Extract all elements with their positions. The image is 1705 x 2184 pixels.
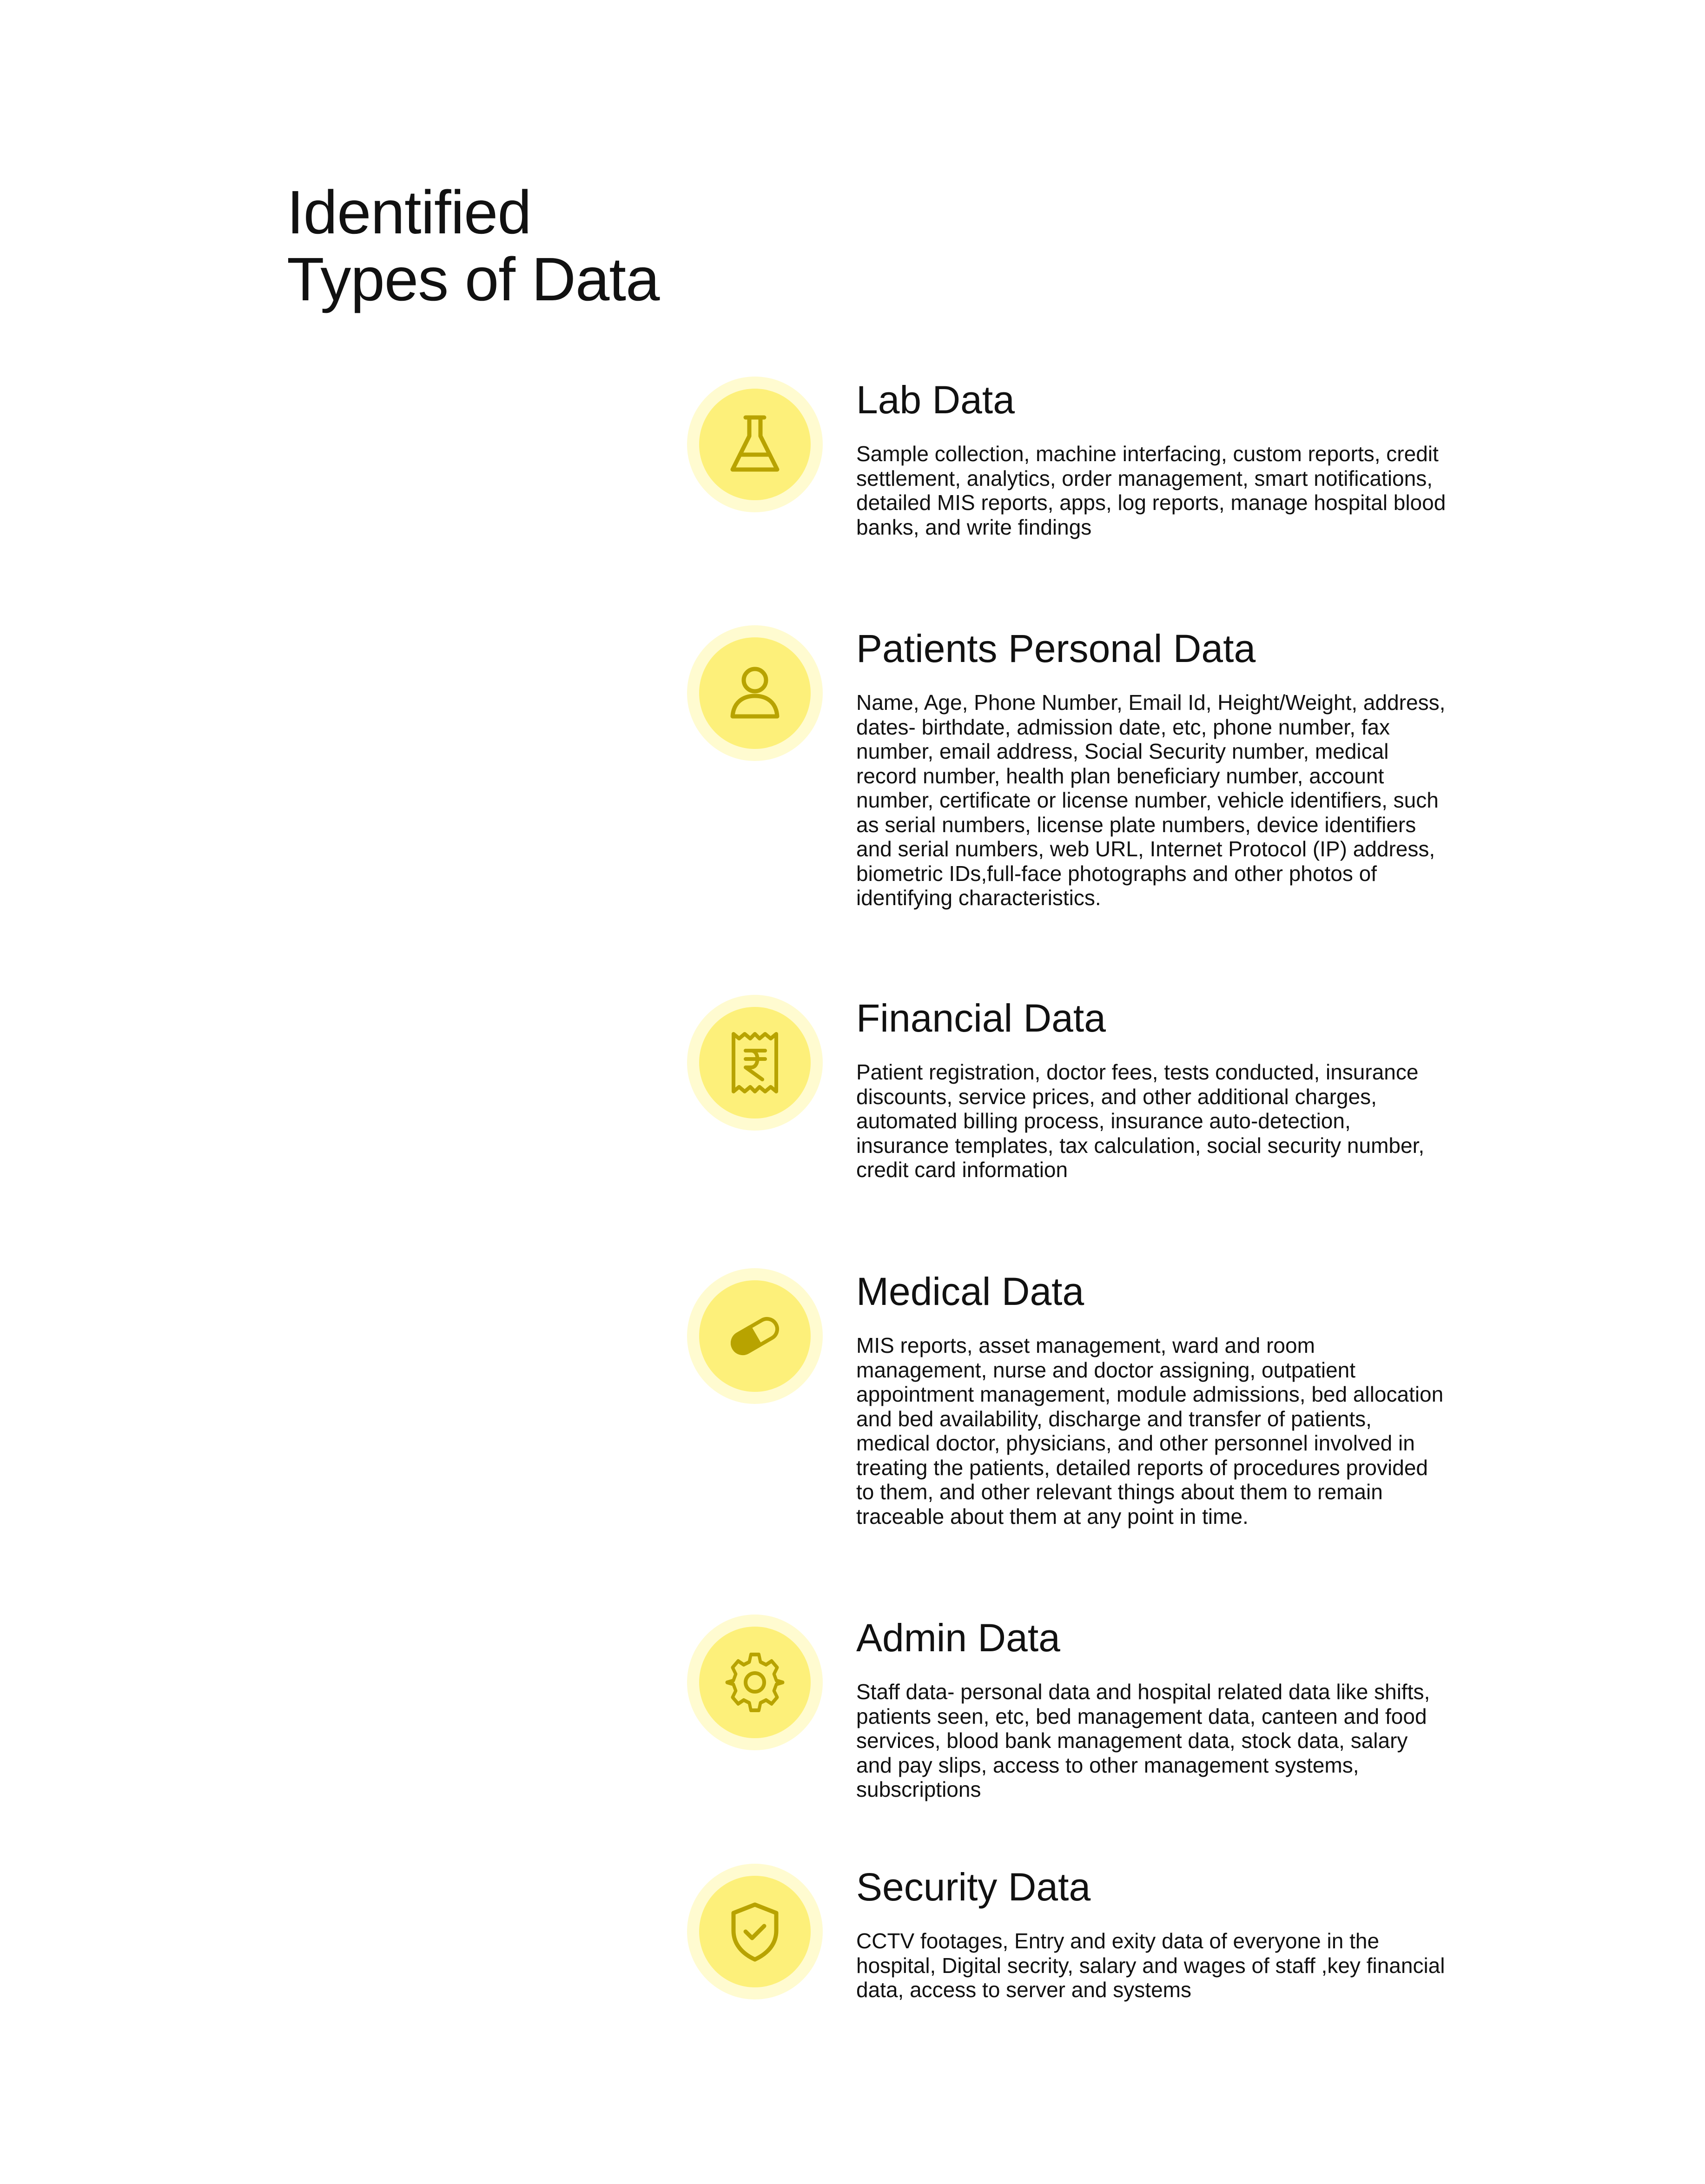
pill-icon [722,1304,787,1369]
item-description: MIS reports, asset management, ward and room management, nurse and doctor assigning, outpatient appointment management, module admissions, bed allocation and bed availability, discharge and transfer of patients, medical doctor, physicians, and other personnel involved in treating the patients, detailed reports of procedures provided to them, and other relevant things about them to remain traceable about them at any point in time. [856,1333,1444,1529]
icon-badge [687,1864,823,1999]
item-title: Lab Data [856,378,1015,422]
icon-disc [699,389,811,500]
icon-disc [699,1627,811,1738]
icon-badge [687,1615,823,1750]
person-icon [722,661,787,726]
item-description: Name, Age, Phone Number, Email Id, Height/Weight, address, dates- birthdate, admission date, etc, phone number, fax number, email address, Social Security number, medical record number, health plan beneficiary number, account number, certificate or license number, vehicle identifiers, such as serial numbers, license plate numbers, device identifiers and serial numbers, web URL, Internet Protocol (IP) address, biometric IDs,full-face photographs and other photos of identifying characteristics. [856,690,1446,910]
page-title [287,179,659,313]
item-title: Patients Personal Data [856,627,1256,670]
icon-badge [687,995,823,1131]
rupee-receipt-icon [722,1030,787,1095]
flask-icon [722,412,787,477]
item-description: Sample collection, machine interfacing, custom reports, credit settlement, analytics, order management, smart notifications, detailed MIS reports, apps, log reports, manage hospital blood banks, and write findings [856,442,1446,539]
icon-badge [687,625,823,761]
item-title: Admin Data [856,1616,1060,1660]
gear-icon [722,1650,787,1715]
item-description: Staff data- personal data and hospital related data like shifts, patients seen, etc, bed management data, canteen and food services, blood bank management data, stock data, salary and pay slips, access to other management systems, subscriptions [856,1680,1430,1801]
page-title-line-1: Identified [287,178,531,246]
item-description: Patient registration, doctor fees, tests conducted, insurance discounts, service prices, and other additional charges, automated billing process, insurance auto-detection, insurance templates, tax calculation, social security number, credit card information [856,1060,1425,1182]
icon-disc [699,1007,811,1118]
item-title: Medical Data [856,1270,1084,1313]
page-title-line-2: Types of Data [287,245,660,313]
icon-disc [699,1280,811,1392]
item-description: CCTV footages, Entry and exity data of everyone in the hospital, Digital secrity, salary and wages of staff ,key financial data, access to server and systems [856,1929,1445,2002]
item-title: Security Data [856,1865,1091,1909]
icon-disc [699,1876,811,1987]
icon-badge [687,1268,823,1404]
shield-check-icon [722,1899,787,1964]
icon-disc [699,637,811,749]
icon-badge [687,377,823,512]
item-title: Financial Data [856,996,1106,1040]
